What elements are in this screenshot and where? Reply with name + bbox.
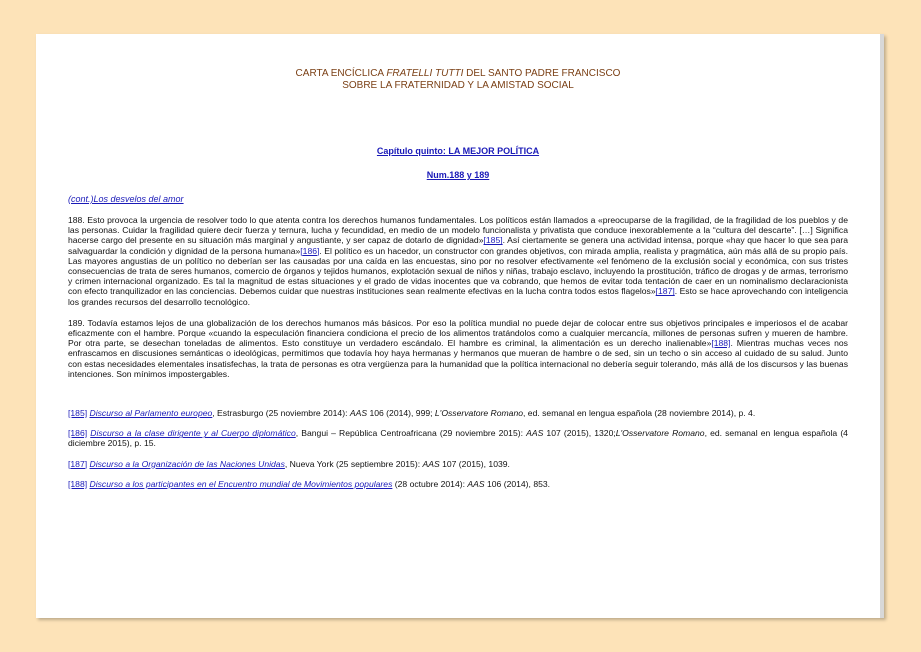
subsection-heading xyxy=(68,194,848,204)
header-line-2: SOBRE LA FRATERNIDAD Y LA AMISTAD SOCIAL xyxy=(342,80,574,91)
footnote-187: [187] Discurso a la Organización de las Naciones Unidas, Nueva York (25 septiembre 2015): AAS 107 (2015), 1039. xyxy=(68,458,510,469)
footnote-source-link[interactable]: Discurso a la clase dirigente y al Cuerpo diplomático xyxy=(90,428,296,439)
paragraph-188: 188. Esto provoca la urgencia de resolver todo lo que atenta contra los derechos humanos fundamentales. Los políticos están llamados a «preocuparse de la fragilidad, de la fragilidad de los pueblos y de las personas. Cuidar la fragilidad quiere decir fuerza y ternura, lucha y fecundidad, en medio de un modelo funcionalista y privatista que conduce inexorablemente a la “cultura del descarte”. […] Significa hacerse cargo del presente en su situación más marginal y angustiante, y ser capaz de dotarlo de dignidad»[185]. Así ciertamente se genera una actividad intensa, porque «hay que hacer lo que sea para salvaguardar la condición y dignidad de la persona humana»[186]. El político es un hacedor, un constructor con grandes objetivos, con mirada amplia, realista y pragmática, aún más allá de su propio país. Las mayores angustias de un político no deberían ser las causadas por una caída en las encuestas, sino por no resolver efectivamente «el fenómeno de la exclusión social y económica, con sus tristes consecuencias de trata de seres humanos, comercio de órganos y tejidos humanos, explotación sexual de niños y niñas, trabajo esclavo, incluyendo la prostitución, tráfico de drogas y de armas, terrorismo y crimen internacional organizado. Es tal la magnitud de estas situaciones y el grado de vidas inocentes que va cobrando, que hemos de evitar toda tentación de caer en un nominalismo declaracionista con efecto tranquilizador en las conciencias. Debemos cuidar que nuestras instituciones sean realmente efectivas en la lucha contra todos estos flagelos»[187]. Esto se hace aprovechando con inteligencia los grandes recursos del desarrollo tecnológico. xyxy=(68,215,849,307)
footnote-backref[interactable]: [185] xyxy=(68,408,88,419)
paragraph-189: 189. Todavía estamos lejos de una globalización de los derechos humanos más básicos. Por eso la política mundial no puede dejar de colocar entre sus objetivos principales e imperiosos el de acabar eficazmente con el hambre. Porque «cuando la especulación financiera condiciona el precio de los alimentos tratándolos como a cualquier mercancía, millones de personas sufren y mueren de hambre. Por otra parte, se desechan toneladas de alimentos. Esto constituye un verdadero escándalo. El hambre es criminal, la alimentación es un derecho inalienable»[188]. Mientras muchas veces nos enfrascamos en discusiones semánticas o ideológicas, permitimos que todavía hoy haya hermanas y hermanos que mueran de hambre o de sed, sin un techo o sin acceso al cuidado de su salud. Junto con estas necesidades elementales insatisfechas, la trata de personas es otra vergüenza para la humanidad que la política internacional no debería seguir tolerando, más allá de los discursos y las buenas intenciones. Son mínimos impostergables. xyxy=(68,317,848,379)
footnote-188: [188] Discurso a los participantes en el Encuentro mundial de Movimientos populares (28 octubre 2014): AAS 106 (2014), 853. xyxy=(68,478,551,489)
footnote-backref[interactable]: [187] xyxy=(68,458,88,469)
footnote-source-link[interactable]: Discurso al Parlamento europeo xyxy=(89,408,213,419)
footnote-source-link[interactable]: Discurso a la Organización de las Naciones Unidas xyxy=(89,458,285,469)
section-number xyxy=(68,170,848,180)
footnote-185: [185] Discurso al Parlamento europeo, Estrasburgo (25 noviembre 2014): AAS 106 (2014), 999; L'Osservatore Romano, ed. semanal en lengua española (28 noviembre 2014), p. 4. xyxy=(68,408,756,419)
subsection-link[interactable]: (cont.)Los desvelos del amor xyxy=(68,194,184,204)
footnote-backref[interactable]: [188] xyxy=(68,478,88,489)
footnote-186: [186] Discurso a la clase dirigente y al Cuerpo diplomático, Bangui – República Centroafricana (29 noviembre 2015): AAS 107 (2015), 1320;L'Osservatore Romano, ed. semanal en lengua española (4 diciembre 2015), p. 15. xyxy=(68,428,848,449)
footnote-source-link[interactable]: Discurso a los participantes en el Encuentro mundial de Movimientos populares xyxy=(89,478,393,489)
document-page xyxy=(36,34,884,618)
footnote-backref[interactable]: [186] xyxy=(68,428,88,439)
footnote-ref-188[interactable]: [188] xyxy=(711,338,731,349)
footnote-ref-186[interactable]: [186] xyxy=(300,245,320,256)
section-number-link[interactable]: Num.188 y 189 xyxy=(426,170,490,180)
footnote-ref-185[interactable]: [185] xyxy=(483,235,503,246)
encyclical-title: FRATELLI TUTTI xyxy=(386,68,464,79)
document-header xyxy=(68,68,848,92)
header-line-1: CARTA ENCÍCLICA FRATELLI TUTTI DEL SANTO PADRE FRANCISCO xyxy=(295,68,621,79)
footnote-ref-187[interactable]: [187] xyxy=(655,286,675,297)
chapter-link[interactable]: Capítulo quinto: LA MEJOR POLÍTICA xyxy=(376,146,540,156)
footnotes xyxy=(68,408,848,489)
chapter-heading xyxy=(68,146,848,156)
